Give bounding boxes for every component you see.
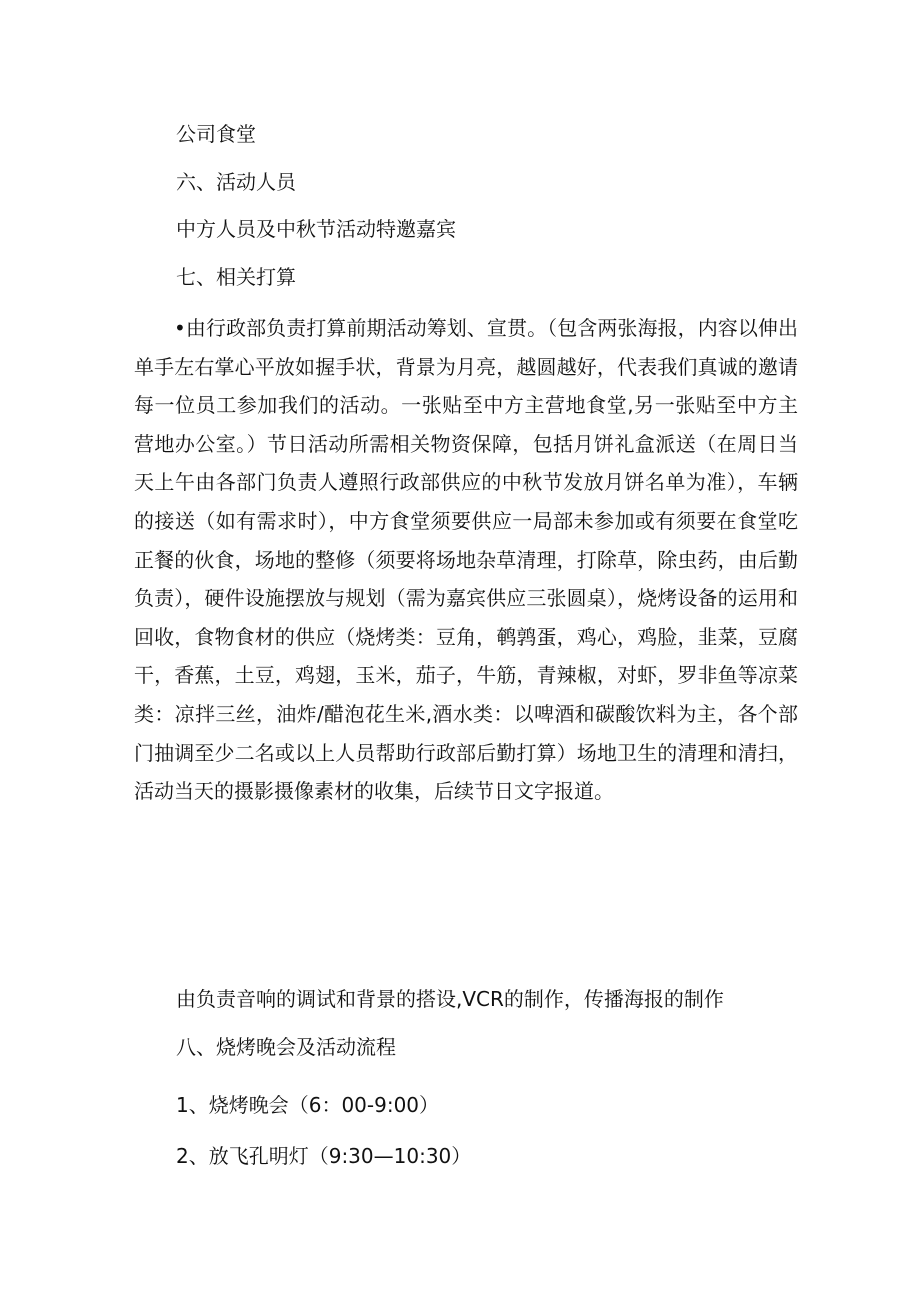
- section7-extra: 由负责音响的调试和背景的搭设,VCR的制作，传播海报的制作: [176, 987, 724, 1011]
- section7-heading: 七、相关打算: [176, 265, 296, 289]
- section6-heading: 六、活动人员: [176, 170, 296, 194]
- flow-item-2: 2、放飞孔明灯（9:30—10:30）: [176, 1144, 472, 1168]
- venue-line: 公司食堂: [176, 122, 256, 146]
- section6-body: 中方人员及中秋节活动特邀嘉宾: [176, 217, 456, 241]
- section7-paragraph: •由行政部负责打算前期活动筹划、宣贯。（包含两张海报，内容以伸出单手左右掌心平放如握手状，背景为月亮，越圆越好，代表我们真诚的邀请每一位员工参加我们的活动。一张贴至中方主营地食堂,另一张贴至中方主营地办公室。）节日活动所需相关物资保障，包括月饼礼盒派送（在周日当天上午由各部门负责人遵照行政部供应的中秋节发放月饼名单为准），车辆的接送（如有需求时），中方食堂须要供应一局部未参加或有须要在食堂吃正餐的伙食，场地的整修（须要将场地杂草清理，打除草，除虫药，由后勤负责），硬件设施摆放与规划（需为嘉宾供应三张圆桌），烧烤设备的运用和回收，食物食材的供应（烧烤类：豆角，鹌鹑蛋，鸡心，鸡脸，韭菜，豆腐干，香蕉，土豆，鸡翅，玉米，茄子，牛筋，青辣椒，对虾，罗非鱼等凉菜类：凉拌三丝，油炸/醋泡花生米,酒水类：以啤酒和碳酸饮料为主，各个部门抽调至少二名或以上人员帮助行政部后勤打算）场地卫生的清理和清扫，活动当天的摄影摄像素材的收集，后续节日文字报道。: [134, 316, 798, 804]
- section8-heading: 八、烧烤晚会及活动流程: [176, 1035, 396, 1059]
- flow-item-1: 1、烧烤晚会（6：00-9:00）: [176, 1093, 440, 1117]
